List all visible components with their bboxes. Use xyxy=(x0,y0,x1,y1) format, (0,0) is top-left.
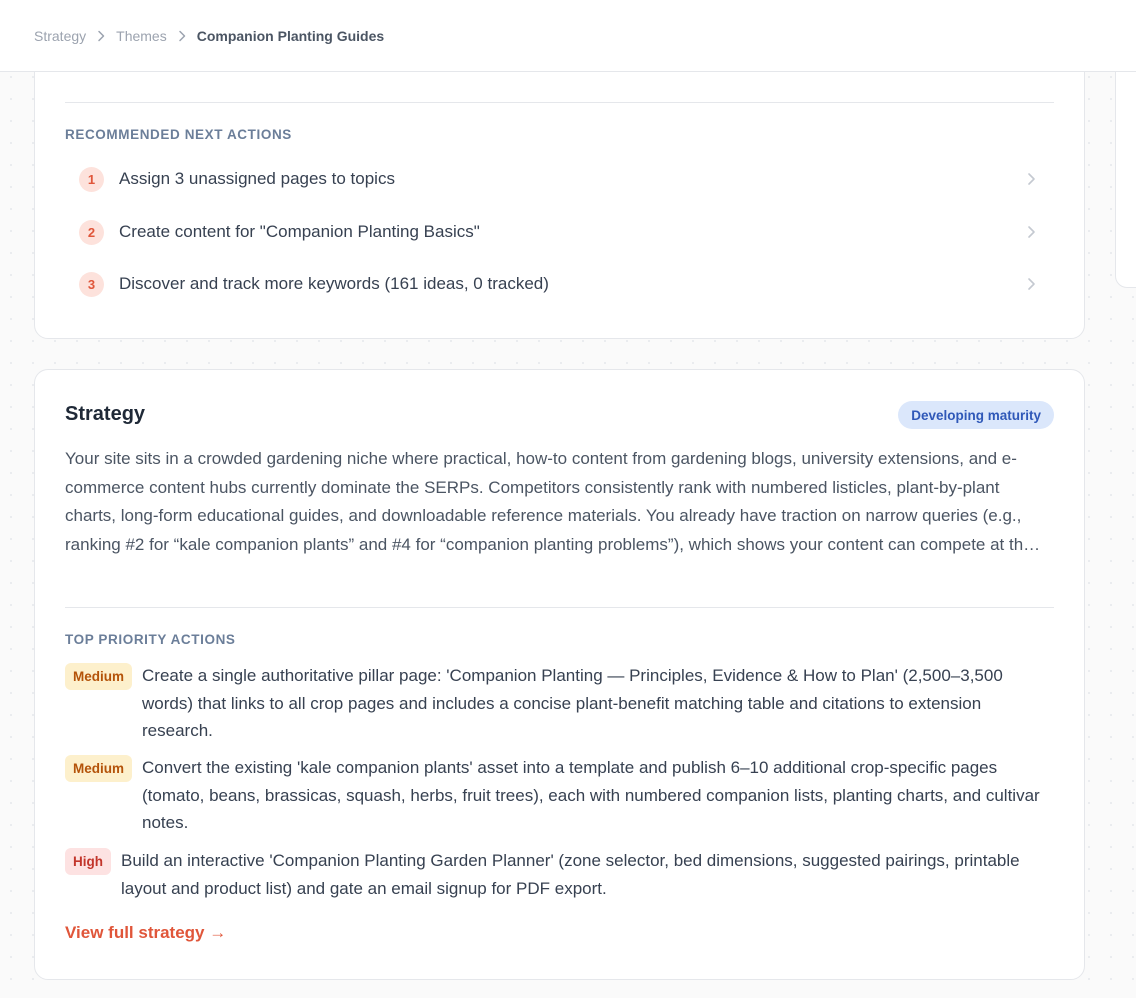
step-number-badge: 2 xyxy=(79,220,104,245)
priority-action-text: Convert the existing 'kale companion plants' asset into a template and publish 6–10 additional crop-specific pages (tomato, beans, brassicas, squash, herbs, fruit trees), each with numbered companion lists, planting charts, and cultivar notes. xyxy=(142,758,1040,832)
breadcrumb-item-themes[interactable]: Themes xyxy=(116,27,167,44)
breadcrumb xyxy=(34,28,384,44)
next-action-text: Assign 3 unassigned pages to topics xyxy=(119,169,395,188)
priority-action-text: Create a single authoritative pillar page: 'Companion Planting — Principles, Evidence & How to Plan' (2,500–3,500 words) that links to all crop pages and includes a concise plant-benefit matching table and citations to extension research. xyxy=(142,666,1003,740)
next-action-row[interactable] xyxy=(79,264,1040,304)
next-action-row[interactable] xyxy=(79,159,1040,199)
side-panel xyxy=(1115,60,1136,288)
chevron-right-icon xyxy=(93,28,109,44)
next-actions-heading: RECOMMENDED NEXT ACTIONS xyxy=(65,127,292,142)
next-action-text: Discover and track more keywords (161 ideas, 0 tracked) xyxy=(119,274,549,293)
chevron-right-icon xyxy=(1022,223,1040,241)
chevron-right-icon xyxy=(174,28,190,44)
strategy-summary: Your site sits in a crowded gardening niche where practical, how-to content from gardening blogs, university extensions, and e-commerce content hubs currently dominate the SERPs. Competitors consistently rank with numbered listicles, plant-by-plant charts, long-form educational guides, and downloadable reference materials. You already have traction on narrow queries (e.g., ranking #2 for “kale companion plants” and #4 for “companion planting problems”), which shows your content can compete at th… xyxy=(65,449,1041,554)
priority-action-item xyxy=(65,662,1054,745)
chevron-right-icon xyxy=(1022,275,1040,293)
priority-action-item xyxy=(65,754,1054,837)
next-action-row[interactable] xyxy=(79,212,1040,252)
strategy-card xyxy=(34,369,1085,980)
priority-action-item xyxy=(65,847,1054,902)
priority-badge: Medium xyxy=(65,755,132,782)
breadcrumb-current: Companion Planting Guides xyxy=(196,27,385,44)
next-action-text: Create content for "Companion Planting Basics" xyxy=(119,222,480,241)
step-number-badge: 3 xyxy=(79,272,104,297)
chevron-right-icon xyxy=(1022,170,1040,188)
divider xyxy=(65,607,1054,608)
priority-badge: Medium xyxy=(65,663,132,690)
strategy-title: Strategy xyxy=(65,403,146,425)
priority-actions-heading: TOP PRIORITY ACTIONS xyxy=(65,632,236,647)
priority-badge: High xyxy=(65,848,111,875)
divider xyxy=(65,102,1054,103)
breadcrumb-item-strategy[interactable]: Strategy xyxy=(34,27,87,44)
step-number-badge: 1 xyxy=(79,167,104,192)
priority-action-text: Build an interactive 'Companion Planting Garden Planner' (zone selector, bed dimensions, suggested pairings, printable layout and product list) and gate an email signup for PDF export. xyxy=(121,851,1020,898)
view-full-strategy-link[interactable]: View full strategy → xyxy=(65,923,227,942)
maturity-badge: Developing maturity xyxy=(898,401,1054,429)
top-bar xyxy=(0,0,1136,72)
